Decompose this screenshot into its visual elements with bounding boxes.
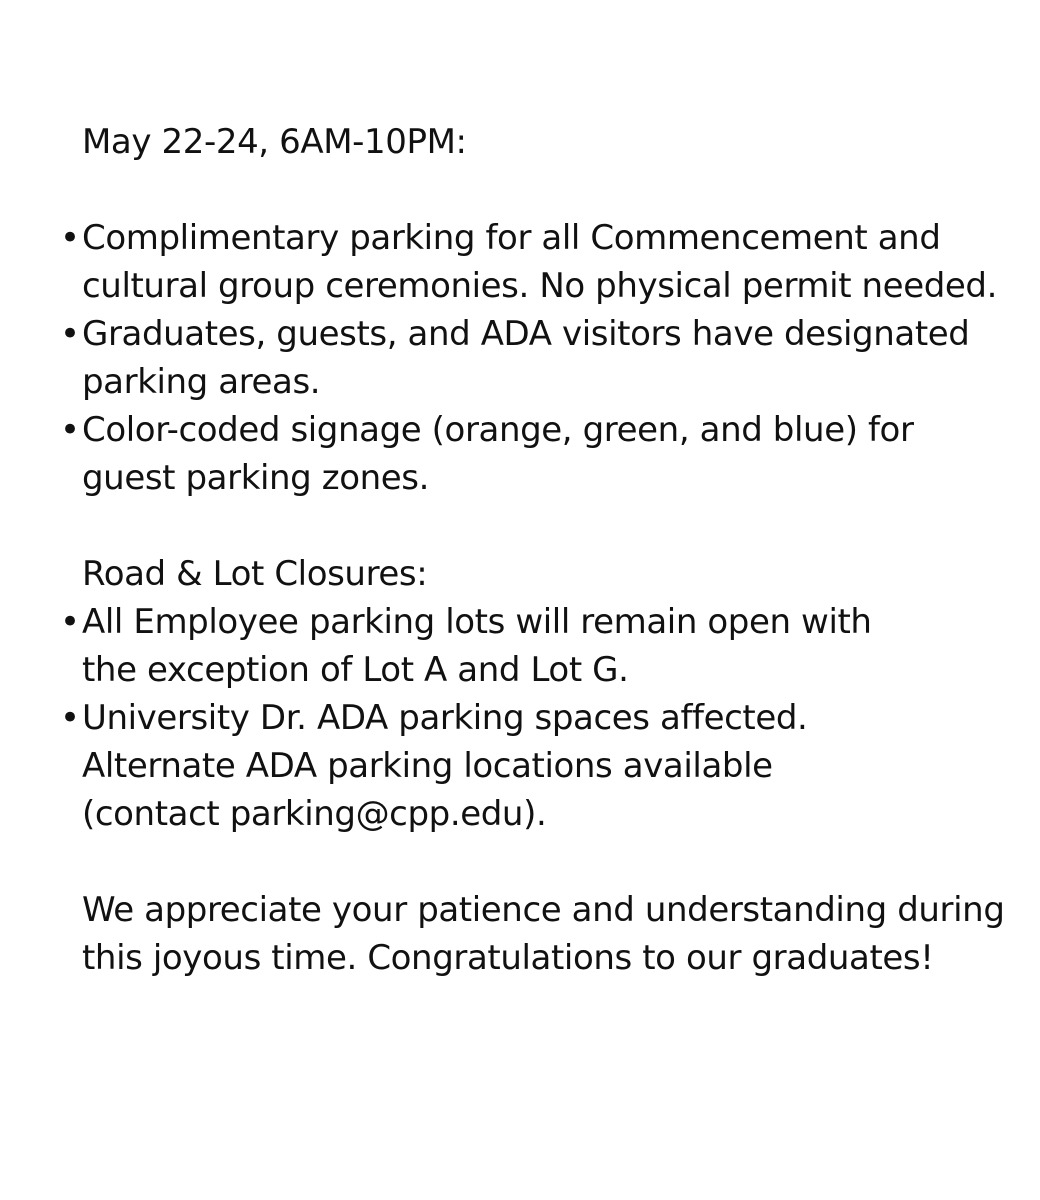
closure-item-1-line-2: the exception of Lot A and Lot G. — [82, 650, 629, 690]
closing-line-1: We appreciate your patience and understanding during — [82, 890, 1005, 930]
closing-line-2: this joyous time. Congratulations to our graduates! — [82, 938, 934, 978]
parking-item-3-line-1: Color-coded signage (orange, green, and blue) for — [82, 410, 914, 450]
parking-item-1-line-1: Complimentary parking for all Commencement and — [82, 218, 941, 258]
date-heading: May 22-24, 6AM-10PM: — [82, 122, 467, 162]
bullet-marker: • — [60, 602, 81, 642]
closures-heading: Road & Lot Closures: — [82, 554, 428, 594]
parking-item-1-line-2: cultural group ceremonies. No physical permit needed. — [82, 266, 998, 306]
bullet-marker: • — [60, 410, 81, 450]
parking-item-2-line-2: parking areas. — [82, 362, 321, 402]
parking-item-3-line-2: guest parking zones. — [82, 458, 430, 498]
closure-item-1-line-1: All Employee parking lots will remain open with — [82, 602, 872, 642]
parking-item-2-line-1: Graduates, guests, and ADA visitors have designated — [82, 314, 970, 354]
closure-item-2-line-3: (contact parking@cpp.edu). — [82, 794, 547, 834]
bullet-marker: • — [60, 218, 81, 258]
bullet-marker: • — [60, 314, 81, 354]
closure-item-2-line-1: University Dr. ADA parking spaces affected. — [82, 698, 808, 738]
closure-item-2-line-2: Alternate ADA parking locations available — [82, 746, 773, 786]
bullet-marker: • — [60, 698, 81, 738]
